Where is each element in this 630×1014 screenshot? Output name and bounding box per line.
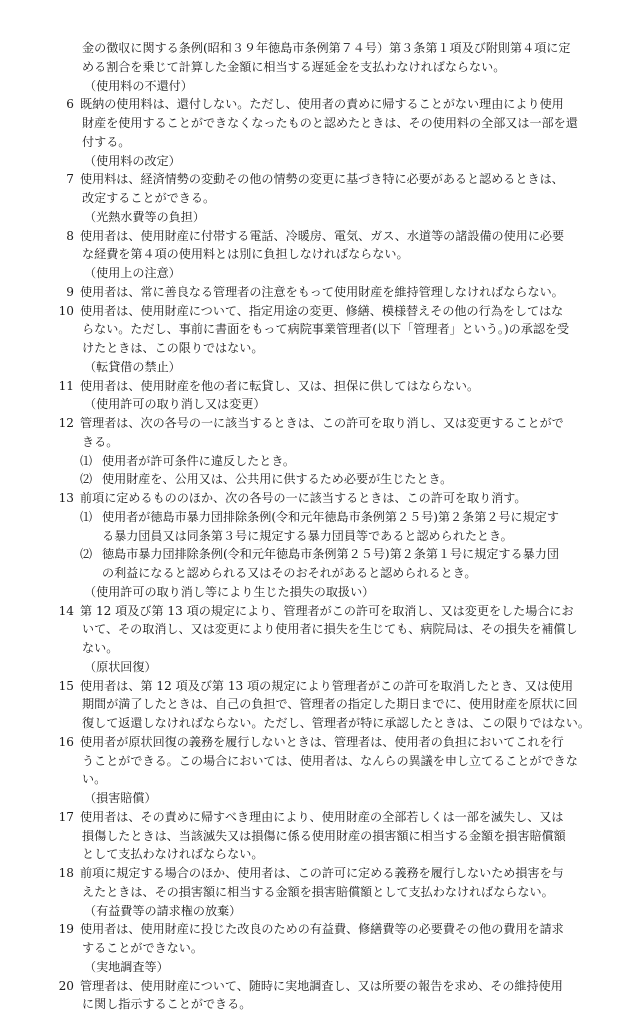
- clause-text: 使用者が原状回復の義務を履行しないときは、管理者は、使用者の負担においてこれを行: [80, 735, 564, 749]
- subclause-continuation-line: の利益になると認められる又はそのおそれがあると認められるとき。: [66, 564, 606, 583]
- clause-item: [66, 808, 606, 864]
- clause-item: [66, 170, 606, 208]
- clause-item: [66, 227, 606, 265]
- clause-item: [66, 95, 606, 151]
- section-block: [66, 77, 606, 152]
- subclause-number: ⑵: [80, 470, 102, 489]
- clause-number: 12: [58, 414, 80, 433]
- clause-first-line: [66, 414, 606, 433]
- section-heading: （光熱水費等の負担）: [66, 208, 606, 227]
- clause-number: 8: [58, 227, 80, 246]
- section-heading: （使用許可の取り消し又は変更）: [66, 395, 606, 414]
- clause-first-line: [66, 677, 606, 696]
- clause-number: 15: [58, 677, 80, 696]
- clause-text: 使用者は、常に善良なる管理者の注意をもって使用財産を維持管理しなければならない。: [80, 285, 564, 299]
- clause-number: 17: [58, 808, 80, 827]
- clause-number: 13: [58, 489, 80, 508]
- clause-continuation-line: 付する。: [66, 133, 606, 152]
- clause-text: 第 12 項及び第 13 項の規定により、管理者がこの許可を取消し、又は変更をした場合にお: [80, 604, 574, 618]
- clause-item: [66, 920, 606, 958]
- clause-continuation-line: いて、その取消し、又は変更により使用者に損失を生じても、病院局は、その損失を補償し: [66, 620, 606, 639]
- clause-text: 使用者は、その責めに帰すべき理由により、使用財産の全部若しくは一部を滅失し、又は: [80, 810, 564, 824]
- section-block: [66, 958, 606, 1014]
- clause-item: [66, 302, 606, 358]
- section-heading: （有益費等の請求権の放棄）: [66, 902, 606, 921]
- clause-first-line: [66, 302, 606, 321]
- section-heading: （実地調査等）: [66, 958, 606, 977]
- subclause-text: 使用者が徳島市暴力団排除条例(令和元年徳島市条例第２５号)第２条第２号に規定す: [102, 510, 559, 524]
- section-block: [66, 583, 606, 658]
- section-heading: （使用許可の取り消し等により生じた損失の取扱い）: [66, 583, 606, 602]
- clause-first-line: [66, 95, 606, 114]
- subclause-first-line: [66, 470, 606, 489]
- clause-first-line: [66, 170, 606, 189]
- opening-line: める割合を乗じて計算した金額に相当する遅延金を支払わなければならない。: [66, 58, 606, 77]
- clause-continuation-line: 財産を使用することができなくなったものと認めたときは、その使用料の全部又は一部を還: [66, 114, 606, 133]
- clause-continuation-line: 損傷したときは、当該滅失又は損傷に係る使用財産の損害額に相当する金額を損害賠償額: [66, 827, 606, 846]
- clause-item: [66, 602, 606, 658]
- clause-continuation-line: 期間が満了したときは、自己の負担で、管理者の指定した期日までに、使用財産を原状に回: [66, 695, 606, 714]
- clause-continuation-line: に関し指示することができる。: [66, 995, 606, 1014]
- clause-item: [66, 489, 606, 583]
- section-heading: （損害賠償）: [66, 789, 606, 808]
- subclause-continuation-line: る暴力団員又は同条第３号に規定する暴力団員等であると認められたとき。: [66, 527, 606, 546]
- clause-number: 6: [58, 95, 80, 114]
- clause-text: 管理者は、使用財産について、随時に実地調査し、又は所要の報告を求め、その維持使用: [80, 979, 563, 993]
- clause-continuation-line: 改定することができる。: [66, 189, 606, 208]
- subclause-text: 使用財産を、公用又は、公共用に供するため必要が生じたとき。: [102, 472, 452, 486]
- opening-line: 金の徴収に関する条例(昭和３９年徳島市条例第７４号）第３条第１項及び附則第４項に定: [66, 39, 606, 58]
- clause-first-line: [66, 489, 606, 508]
- clause-first-line: [66, 977, 606, 996]
- clause-first-line: [66, 864, 606, 883]
- clause-text: 使用料は、経済情勢の変動その他の情勢の変更に基づき特に必要があると認めるときは、: [80, 172, 564, 186]
- subclause-number: ⑵: [80, 545, 102, 564]
- clause-item: [66, 733, 606, 789]
- clause-first-line: [66, 808, 606, 827]
- clause-number: 9: [58, 283, 80, 302]
- section-block: [66, 395, 606, 583]
- clause-continuation-line: として支払わなければならない。: [66, 845, 606, 864]
- section-block: [66, 658, 606, 789]
- subclause-first-line: [66, 508, 606, 527]
- clause-first-line: [66, 377, 606, 396]
- section-block: [66, 208, 606, 264]
- clause-continuation-line: な経費を第４項の使用料とは別に負担しなければならない。: [66, 245, 606, 264]
- clause-continuation-line: することができない。: [66, 939, 606, 958]
- clause-text: 既納の使用料は、還付しない。ただし、使用者の責めに帰することがない理由により使用: [80, 97, 564, 111]
- clause-text: 前項に規定する場合のほか、使用者は、この許可に定める義務を履行しないため損害を与: [80, 866, 564, 880]
- clause-first-line: [66, 283, 606, 302]
- clause-item: [66, 377, 606, 396]
- subclause-text: 使用者が許可条件に違反したとき。: [102, 454, 295, 468]
- clause-continuation-line: うことができる。この場合においては、使用者は、なんらの異議を申し立てることができな: [66, 752, 606, 771]
- clause-first-line: [66, 227, 606, 246]
- clause-continuation-line: きる。: [66, 433, 606, 452]
- clause-first-line: [66, 920, 606, 939]
- clause-continuation-line: ない。: [66, 639, 606, 658]
- subclause-first-line: [66, 545, 606, 564]
- section-heading: （原状回復）: [66, 658, 606, 677]
- section-block: [66, 358, 606, 396]
- clause-number: 19: [58, 920, 80, 939]
- clause-number: 18: [58, 864, 80, 883]
- clause-number: 16: [58, 733, 80, 752]
- clause-text: 使用者は、使用財産に付帯する電話、冷暖房、電気、ガス、水道等の諸設備の使用に必要: [80, 229, 564, 243]
- clause-continuation-line: い。: [66, 770, 606, 789]
- subclause-first-line: [66, 452, 606, 471]
- clause-text: 使用者は、使用財産に投じた改良のための有益費、修繕費等の必要費その他の費用を請求: [80, 922, 564, 936]
- section-heading: （使用上の注意）: [66, 264, 606, 283]
- section-heading: （転貸借の禁止）: [66, 358, 606, 377]
- clause-item: [66, 977, 606, 1014]
- clause-number: 11: [58, 377, 80, 396]
- clause-continuation-line: 復して返還しなければならない。ただし、管理者が特に承認したときは、この限りではない。: [66, 714, 606, 733]
- clause-item: [66, 864, 606, 902]
- clause-continuation-line: けたときは、この限りではない。: [66, 339, 606, 358]
- sections-container: [66, 77, 606, 1014]
- subclause-number: ⑴: [80, 508, 102, 527]
- clause-first-line: [66, 602, 606, 621]
- clause-text: 前項に定めるもののほか、次の各号の一に該当するときは、この許可を取り消す。: [80, 491, 527, 505]
- opening-paragraph: [66, 39, 606, 77]
- subclause-number: ⑴: [80, 452, 102, 471]
- section-block: [66, 264, 606, 358]
- clause-first-line: [66, 733, 606, 752]
- section-heading: （使用料の不還付）: [66, 77, 606, 96]
- clause-text: 管理者は、次の各号の一に該当するときは、この許可を取り消し、又は変更することがで: [80, 416, 564, 430]
- section-block: [66, 789, 606, 902]
- clause-number: 7: [58, 170, 80, 189]
- clause-item: [66, 414, 606, 489]
- clause-number: 10: [58, 302, 80, 321]
- clause-continuation-line: らない。ただし、事前に書面をもって病院事業管理者(以下「管理者」という。)の承認を受: [66, 320, 606, 339]
- clause-continuation-line: えたときは、その損害額に相当する金額を損害賠償額として支払わなければならない。: [66, 883, 606, 902]
- clause-number: 14: [58, 602, 80, 621]
- clause-text: 使用者は、使用財産について、指定用途の変更、修繕、模様替えその他の行為をしてはな: [80, 304, 563, 318]
- clause-item: [66, 283, 606, 302]
- clause-text: 使用者は、第 12 項及び第 13 項の規定により管理者がこの許可を取消したとき、又は使用: [80, 679, 573, 693]
- clause-item: [66, 677, 606, 733]
- document-body: [66, 39, 606, 1014]
- clause-number: 20: [58, 977, 80, 996]
- section-block: [66, 902, 606, 958]
- clause-text: 使用者は、使用財産を他の者に転貸し、又は、担保に供してはならない。: [80, 379, 479, 393]
- subclause-text: 徳島市暴力団排除条例(令和元年徳島市条例第２５号)第２条第１号に規定する暴力団: [102, 547, 559, 561]
- section-block: [66, 152, 606, 208]
- section-heading: （使用料の改定）: [66, 152, 606, 171]
